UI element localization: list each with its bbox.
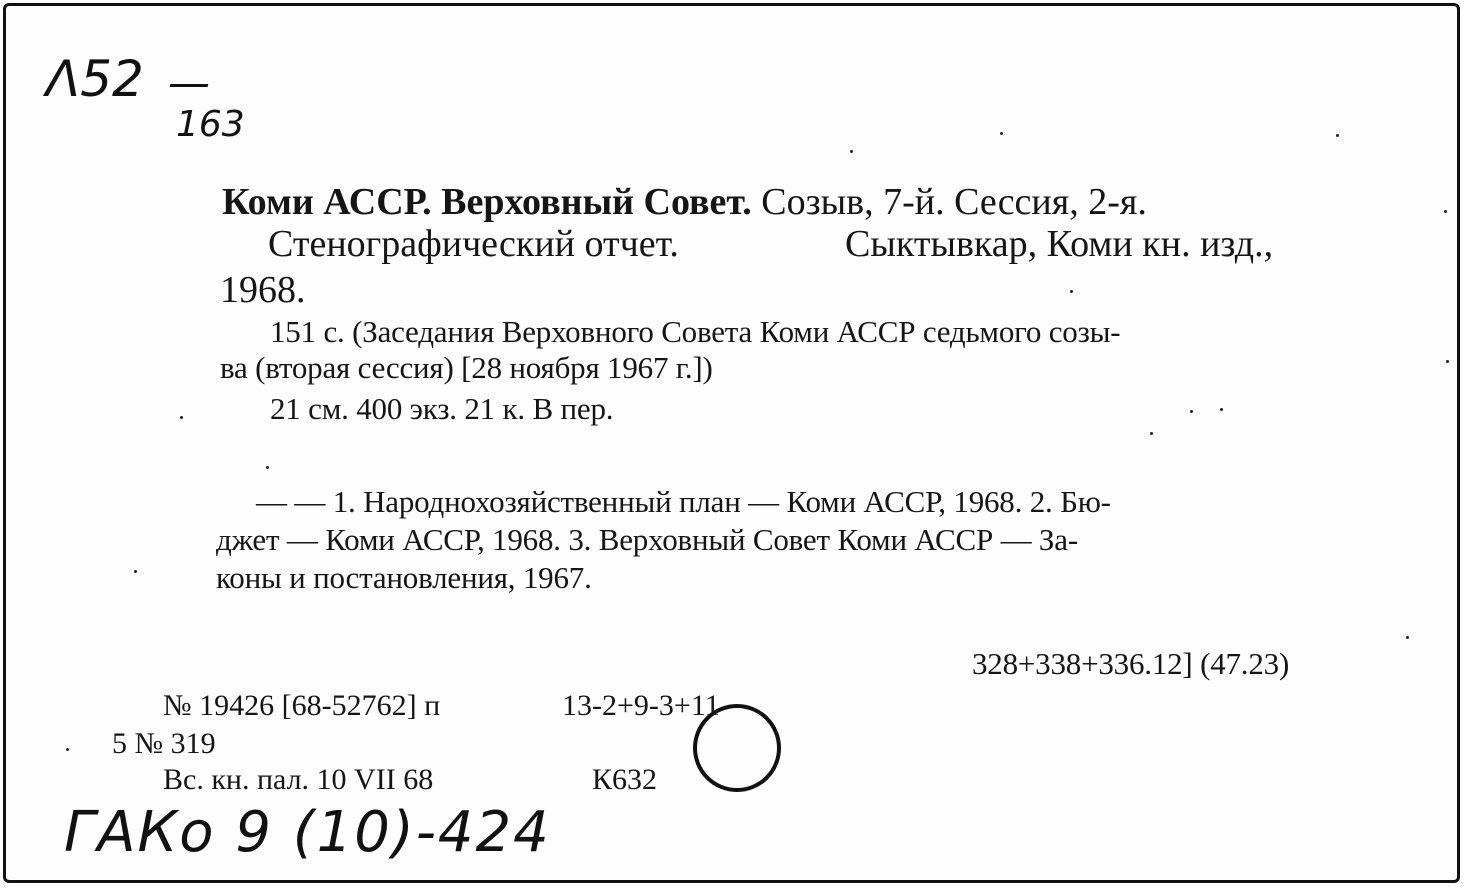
handwritten-shelf-number: Λ52 [46,50,144,108]
subjects-line-1: — — 1. Народнохозяйственный план — Коми АССР, 1968. 2. Бю- [256,484,1111,519]
scan-speck [66,748,69,751]
scan-speck [850,150,853,153]
scan-speck [1000,132,1003,135]
entry-heading [222,180,1147,224]
entry-pagination: 151 с. (Заседания Верховного Совета Коми АССР седьмого созы- [270,314,1121,349]
entry-year: 1968. [220,269,306,311]
scan-speck [1446,360,1449,363]
subjects-line-2: джет — Коми АССР, 1968. 3. Верховный Совет Коми АССР — За- [216,522,1078,557]
scan-speck [1190,410,1193,413]
entry-publisher: Сыктывкар, Коми кн. изд., [845,223,1274,265]
footer-copy: 5 № 319 [112,727,216,760]
scan-speck [1444,210,1447,213]
classification-index: 328+338+336.12] (47.23) [972,646,1290,681]
footer-formula: 13-2+9-3+11 [562,689,720,722]
entry-title: Стенографический отчет. [268,223,679,265]
scan-speck [134,570,137,573]
scan-speck [1220,408,1223,411]
scan-speck [180,416,183,419]
scan-speck [1150,432,1153,435]
entry-physical: 21 см. 400 экз. 21 к. В пер. [270,391,614,426]
entry-pagination-cont: ва (вторая сессия) [28 ноября 1967 г.]) [220,350,713,385]
scan-speck [1070,290,1073,293]
subjects-line-3: коны и постановления, 1967. [216,560,592,595]
handwritten-archive-code: ГАКо 9 (10)-424 [64,800,551,865]
footer-chamber: Вс. кн. пал. 10 VII 68 [163,763,434,796]
scan-speck [1336,134,1339,137]
handwritten-dash: — [168,58,210,107]
handwritten-sub-number: 163 [176,104,245,145]
stamp-circle [690,700,785,796]
footer-code: К632 [592,763,658,796]
entry-heading-author: Коми АССР. Верховный Совет. [222,181,752,223]
footer-number: № 19426 [68-52762] п [163,689,441,722]
scan-speck [1406,636,1409,639]
entry-heading-rest: Созыв, 7-й. Сессия, 2-я. [761,181,1147,223]
scan-speck [266,466,269,469]
